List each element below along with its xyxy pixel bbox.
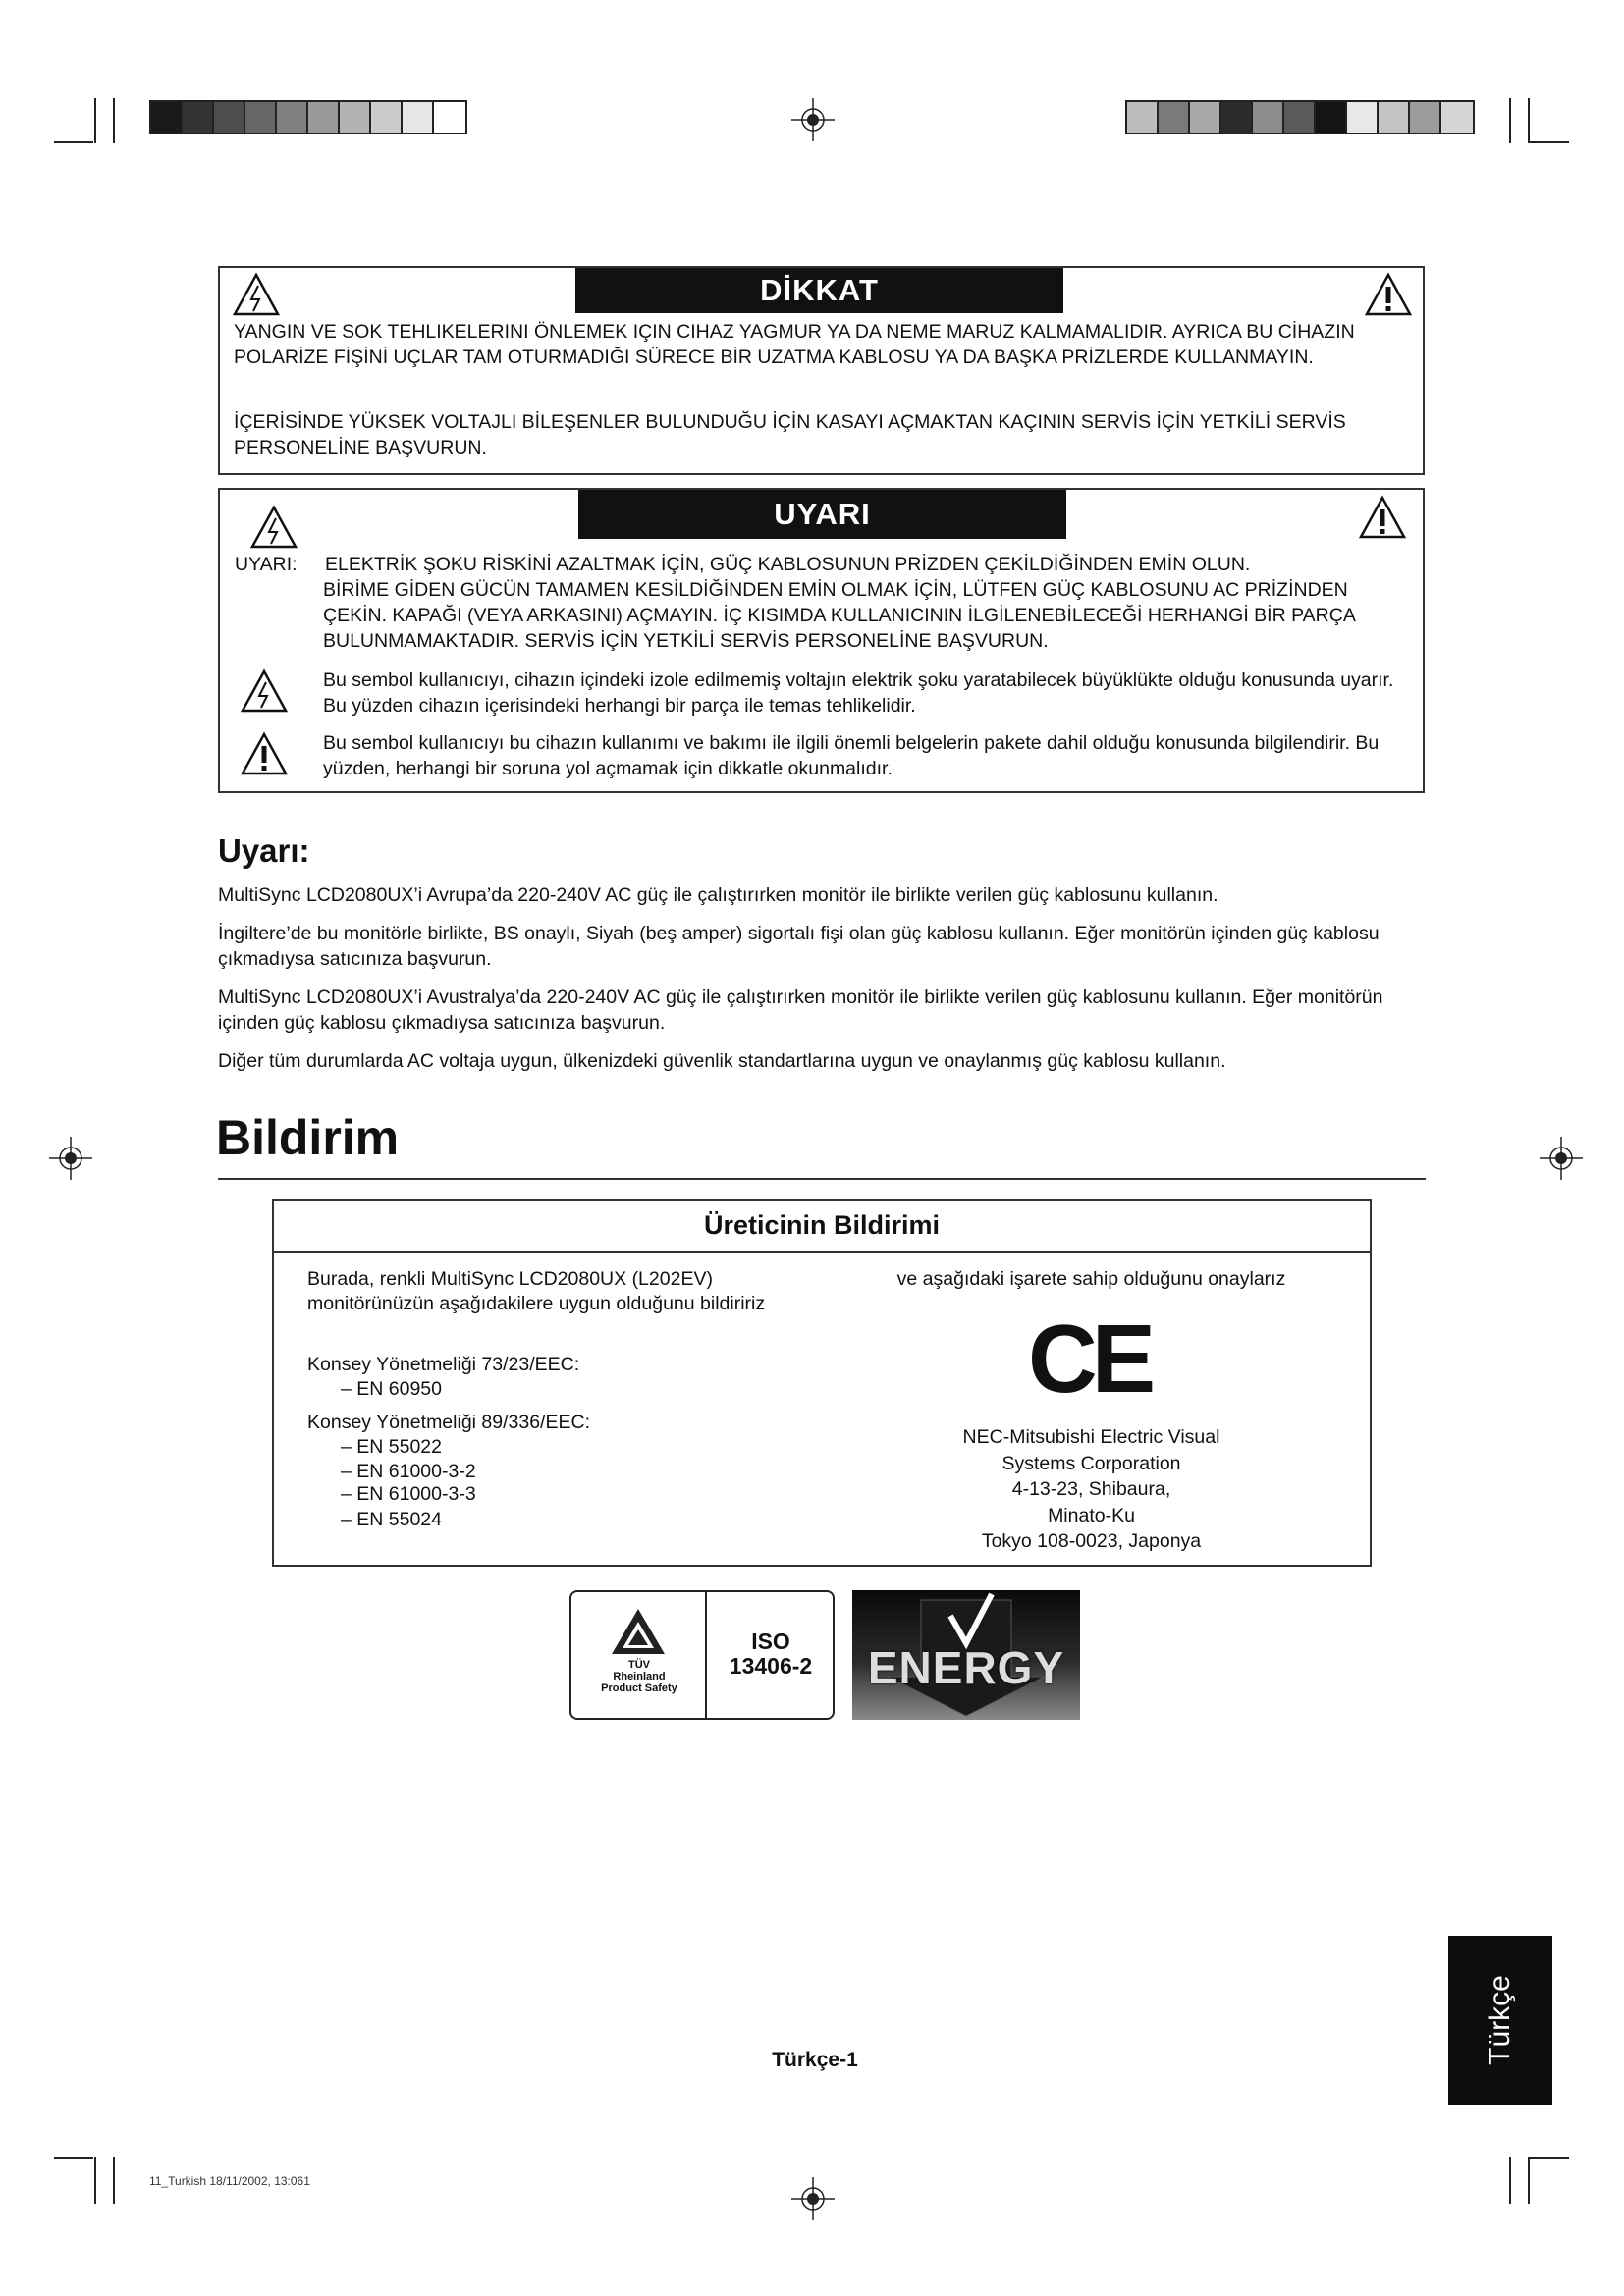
iso-line: ISO	[751, 1629, 790, 1654]
declaration-title-rule	[274, 1251, 1370, 1253]
color-swatch	[403, 102, 434, 133]
logo-divider	[705, 1592, 707, 1718]
registration-mark-icon	[791, 2177, 835, 2220]
lightning-warning-icon	[232, 272, 281, 317]
registration-mark-icon	[791, 98, 835, 141]
uyari-paragraph-2: İngiltere’de bu monitörle birlikte, BS onaylı, Siyah (beş amper) sigortalı fişi olan güç kablosu kullanın. Eğer monitörün içinden güç kablosu çıkmadıysa satıcınıza başvurun.	[218, 923, 1380, 970]
page-number: Türkçe-1	[772, 2049, 858, 2071]
print-slug: 11_Turkish 18/11/2002, 13:061	[149, 2174, 310, 2188]
color-swatch	[1410, 102, 1441, 133]
bildirim-heading: Bildirim	[216, 1110, 400, 1165]
uyari-paragraph-3: MultiSync LCD2080UX’i Avustralya’da 220-240V AC güç ile çalıştırırken monitör ile birlikte verilen güç kablosunu kullanın. Eğer monitörün içinden güç kablosu çıkmadıysa satıcınıza başvurun.	[218, 987, 1383, 1034]
declaration-title: Üreticinin Bildirimi	[703, 1210, 941, 1240]
color-swatch	[1253, 102, 1284, 133]
address-line: Minato-Ku	[1048, 1504, 1135, 1526]
uyari-label: UYARI:	[235, 554, 298, 575]
exclamation-warning-icon	[1358, 495, 1407, 540]
exclamation-symbol-description: Bu sembol kullanıcıyı bu cihazın kullanımı ve bakımı ile ilgili önemli belgelerin pakete dahil olduğu konusunda bilgilendirir. Bu yüzden, herhangi bir soruna yol açmamak için dikkatle okunmalıdır.	[323, 732, 1380, 779]
dikkat-paragraph-2: İÇERİSİNDE YÜKSEK VOLTAJLI BİLEŞENLER BULUNDUĞU İÇİN KASAYI AÇMAKTAN KAÇININ SERVİS İÇİN YETKİLİ SERVİS PERSONELİNE BAŞVURUN.	[234, 411, 1346, 458]
color-swatch	[151, 102, 183, 133]
color-swatch	[1316, 102, 1347, 133]
lightning-warning-icon	[240, 668, 289, 714]
tuv-triangle-icon	[609, 1606, 668, 1657]
standard-item: – EN 55024	[341, 1509, 442, 1530]
dikkat-title: DİKKAT	[575, 268, 1063, 313]
energy-text: ENERGY	[867, 1642, 1065, 1693]
svg-text:CE: CE	[1027, 1305, 1151, 1413]
lightning-warning-icon	[249, 505, 298, 550]
color-swatch	[277, 102, 308, 133]
tuv-line: TÜV	[628, 1659, 650, 1671]
tuv-iso-logo	[569, 1590, 835, 1720]
color-swatch	[183, 102, 214, 133]
color-swatch	[340, 102, 371, 133]
address-line: 4-13-23, Shibaura,	[1011, 1478, 1171, 1500]
directive-1: Konsey Yönetmeliği 73/23/EEC:	[307, 1354, 580, 1375]
exclamation-warning-icon	[1364, 272, 1413, 317]
exclamation-warning-icon	[240, 731, 289, 776]
manufacturer-declaration-box	[272, 1199, 1372, 1567]
standard-item: – EN 55022	[341, 1436, 442, 1458]
uyari-instructions: BİRİME GİDEN GÜCÜN TAMAMEN KESİLDİĞİNDEN EMİN OLMAK İÇİN, LÜTFEN GÜÇ KABLOSUNU AC PRİZİNDEN ÇEKİN. KAPAĞI (VEYA ARKASINI) AÇMAYIN. İÇ KISIMDA KULLANICININ İLGİLENEBİLECEĞİ HERHANGİ BİR PARÇA BULUNMAMAKTADIR. SERVİS İÇİN YETKİLİ SERVİS PERSONELİNE BAŞVURUN.	[323, 579, 1355, 652]
color-swatch	[1190, 102, 1221, 133]
side-tab-label: Türkçe	[1484, 1975, 1516, 2065]
tuv-text	[576, 1659, 702, 1694]
standard-item: – EN 61000-3-3	[341, 1483, 476, 1505]
uyari-paragraph-4: Diğer tüm durumlarda AC voltaja uygun, ülkenizdeki güvenlik standartlarına uygun ve onaylanmış güç kablosu kullanın.	[218, 1050, 1226, 1072]
standard-item: – EN 61000-3-2	[341, 1461, 476, 1482]
uyari-warning-box	[218, 488, 1425, 793]
color-swatch	[1221, 102, 1253, 133]
declaration-confirm: ve aşağıdaki işarete sahip olduğunu onaylarız	[896, 1268, 1286, 1290]
bildirim-rule	[218, 1178, 1426, 1180]
color-swatch	[371, 102, 403, 133]
iso-text	[709, 1629, 833, 1679]
tuv-line: Rheinland	[613, 1671, 666, 1682]
color-swatch	[308, 102, 340, 133]
color-swatch	[1379, 102, 1410, 133]
standard-item: – EN 60950	[341, 1378, 442, 1400]
directive-2: Konsey Yönetmeliği 89/336/EEC:	[307, 1412, 590, 1433]
dikkat-warning-box	[218, 266, 1425, 475]
color-swatch	[1441, 102, 1473, 133]
language-side-tab	[1448, 1936, 1552, 2105]
dikkat-paragraph-1: YANGIN VE SOK TEHLIKELERINI ÖNLEMEK IÇIN CIHAZ YAGMUR YA DA NEME MARUZ KALMAMALIDIR. AYRICA BU CİHAZIN POLARİZE FİŞİNİ UÇLAR TAM OTURMADIĞI SÜRECE BİR UZATMA KABLOSU YA DA BAŞKA PRİZLERDE KULLANMAYIN.	[234, 321, 1355, 368]
uyari-heading: Uyarı:	[218, 832, 310, 869]
color-swatch	[1284, 102, 1316, 133]
color-swatches-right	[1125, 100, 1475, 134]
address-line: NEC-Mitsubishi Electric Visual	[962, 1426, 1220, 1448]
color-swatch	[1127, 102, 1159, 133]
energy-star-logo	[852, 1590, 1080, 1720]
registration-mark-icon	[49, 1137, 92, 1180]
color-swatch	[1347, 102, 1379, 133]
uyari-title: UYARI	[578, 490, 1066, 539]
color-swatch	[214, 102, 245, 133]
iso-line: 13406-2	[729, 1653, 813, 1679]
company-address	[824, 1424, 1359, 1555]
uyari-line-1: ELEKTRİK ŞOKU RİSKİNİ AZALTMAK İÇİN, GÜÇ KABLOSUNUN PRİZDEN ÇEKİLDİĞİNDEN EMİN OLUN.	[325, 554, 1251, 575]
ce-mark-icon	[1027, 1305, 1151, 1413]
lightning-symbol-description: Bu sembol kullanıcıyı, cihazın içindeki izole edilmemiş voltajın elektrik şoku yaratabilecek büyüklükte olduğu konusunda uyarır. Bu yüzden cihazın içerisindeki herhangi bir parça ile temas tehlikelidir.	[323, 669, 1394, 717]
color-swatch	[1159, 102, 1190, 133]
registration-mark-icon	[1540, 1137, 1583, 1180]
color-swatch	[245, 102, 277, 133]
address-line: Tokyo 108-0023, Japonya	[981, 1530, 1202, 1552]
address-line: Systems Corporation	[1001, 1452, 1181, 1474]
color-swatches-left	[149, 100, 467, 134]
tuv-line: Product Safety	[601, 1682, 677, 1694]
uyari-paragraph-1: MultiSync LCD2080UX’i Avrupa’da 220-240V AC güç ile çalıştırırken monitör ile birlikte verilen güç kablosunu kullanın.	[218, 884, 1218, 906]
color-swatch	[434, 102, 465, 133]
declaration-intro: Burada, renkli MultiSync LCD2080UX (L202EV) monitörünüzün aşağıdakilere uygun olduğunu bildiririz	[307, 1268, 766, 1314]
